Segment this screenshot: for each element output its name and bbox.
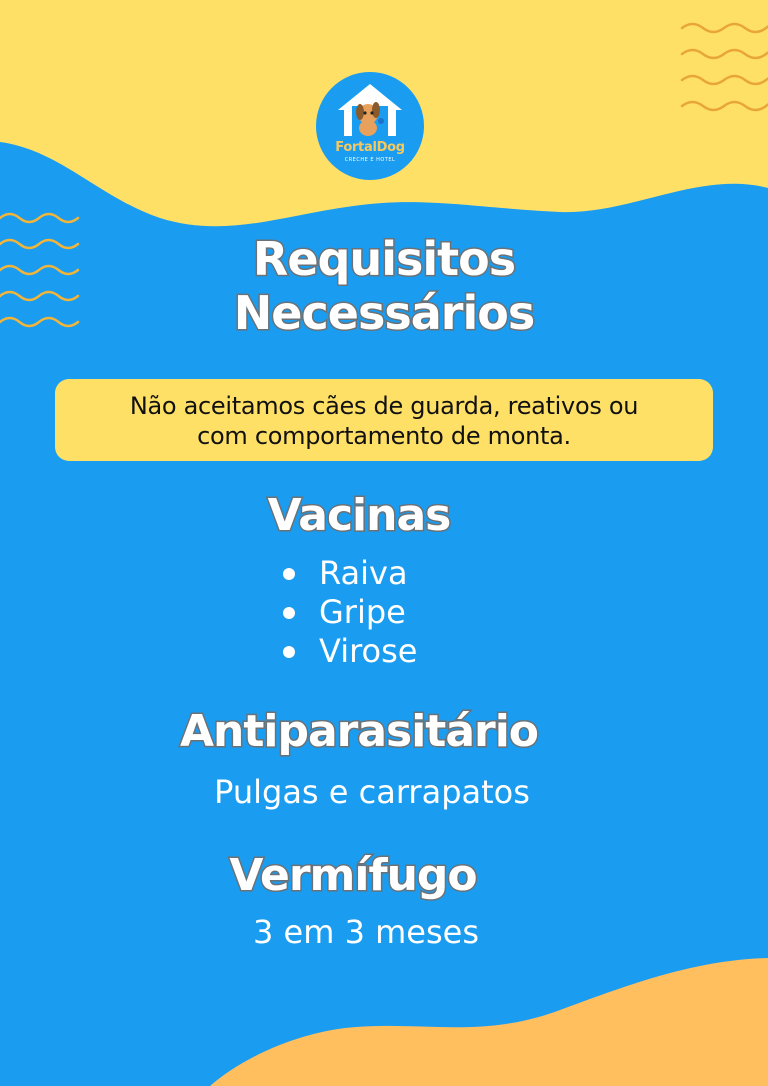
vermifugo-text: 3 em 3 meses xyxy=(253,913,479,951)
vacina-virose: Virose xyxy=(319,632,418,670)
list-item xyxy=(280,593,417,632)
page-title-line-1: Requisitos xyxy=(252,232,516,286)
page-title-line-2: Necessários xyxy=(233,286,535,340)
bullet-icon xyxy=(283,607,295,619)
vermifugo-heading: Vermífugo xyxy=(229,850,477,901)
antiparasitario-text: Pulgas e carrapatos xyxy=(214,773,530,811)
vacinas-list xyxy=(280,554,417,671)
list-item xyxy=(280,632,417,671)
notice-line-1: Não aceitamos cães de guarda, reativos ou xyxy=(129,392,639,420)
vacinas-heading: Vacinas xyxy=(267,490,451,541)
vacina-raiva: Raiva xyxy=(319,554,408,592)
list-item xyxy=(280,554,417,593)
antiparasitario-heading: Antiparasitário xyxy=(179,706,539,757)
fortaldog-logo xyxy=(316,72,424,180)
dog-house-icon xyxy=(316,72,424,180)
logo-subtitle: CRECHE E HOTEL xyxy=(344,157,396,163)
bullet-icon xyxy=(283,568,295,580)
logo-name: FortalDog xyxy=(335,140,405,155)
bullet-icon xyxy=(283,646,295,658)
notice-text xyxy=(55,391,713,451)
bottom-orange-wave xyxy=(210,958,768,1086)
notice-line-2: com comportamento de monta. xyxy=(197,422,571,450)
vacina-gripe: Gripe xyxy=(319,593,406,631)
page-title xyxy=(0,232,768,340)
notice-box xyxy=(55,379,713,461)
